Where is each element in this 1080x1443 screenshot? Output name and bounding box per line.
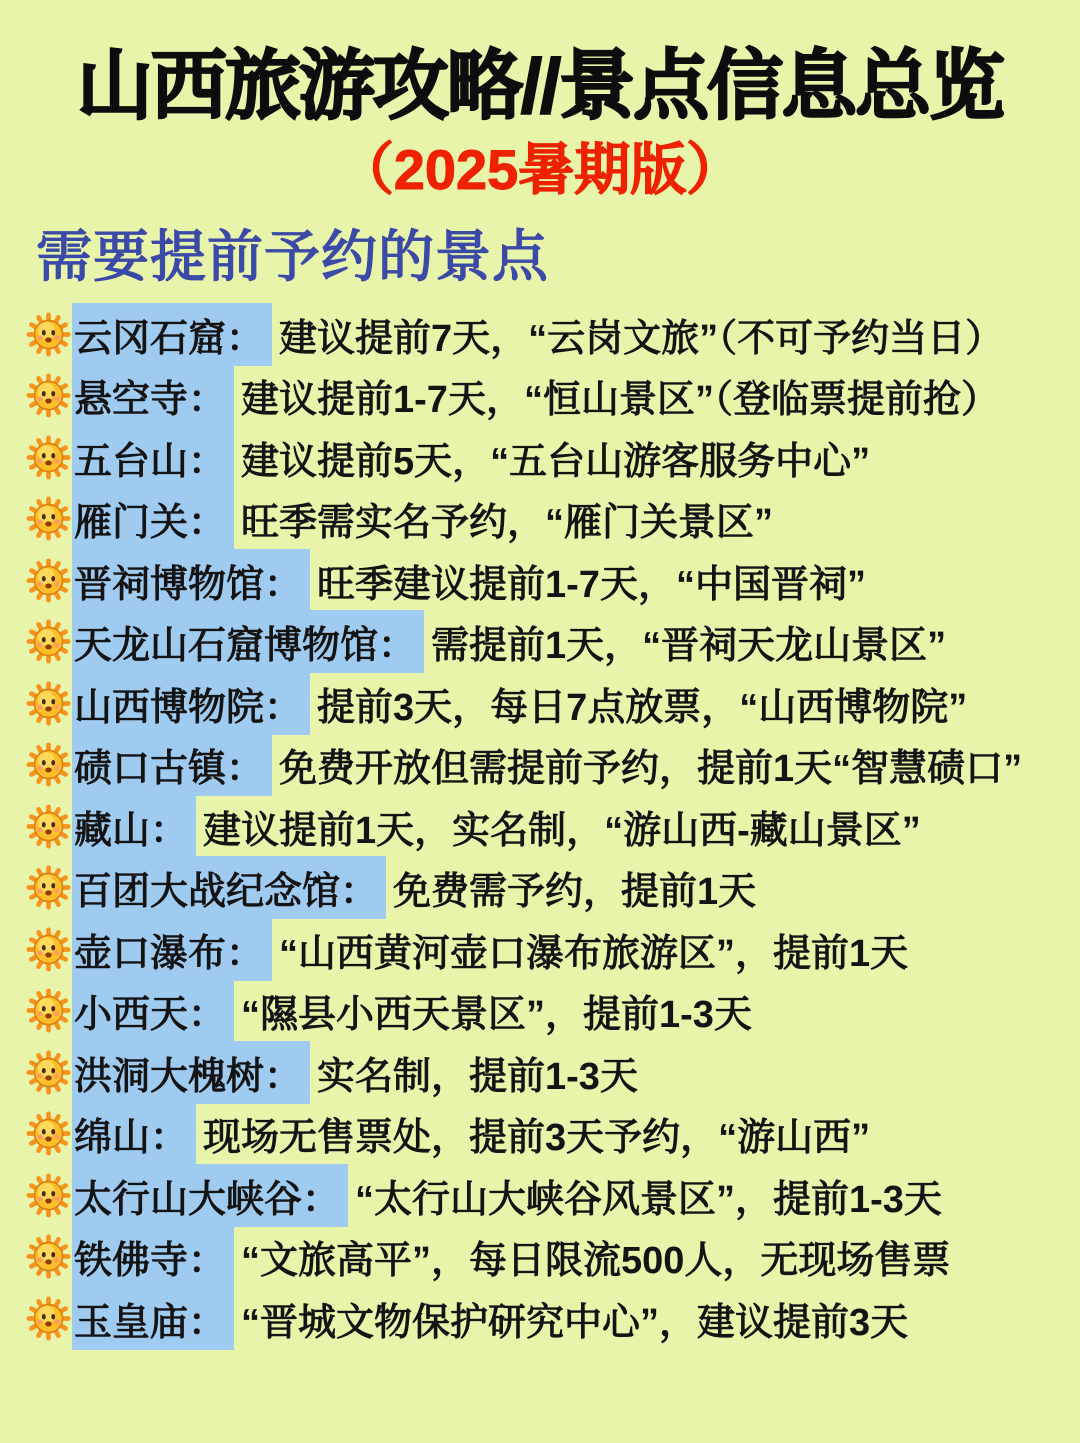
sun-icon	[26, 558, 71, 603]
attraction-detail: 提前3天，每日7点放票，“山西博物院”	[317, 686, 968, 729]
attraction-detail: “隰县小西天景区”，提前1-3天	[241, 994, 752, 1036]
attraction-item	[26, 795, 1080, 857]
attraction-item	[26, 549, 1080, 611]
sun-icon	[26, 1173, 71, 1218]
page-title: 山西旅游攻略//景点信息总览	[76, 44, 1004, 129]
attraction-name: 山西博物院：	[72, 672, 310, 735]
sun-icon	[26, 804, 71, 849]
attraction-detail: “文旅高平”，每日限流500人，无现场售票	[241, 1240, 951, 1282]
attraction-item	[26, 1164, 1080, 1226]
attraction-item	[26, 611, 1080, 673]
attraction-name: 玉皇庙：	[72, 1287, 234, 1350]
attraction-item	[26, 918, 1080, 980]
sun-icon	[26, 681, 71, 726]
attraction-detail: 建议提前5天，“五台山游客服务中心”	[241, 440, 871, 483]
attraction-item	[26, 734, 1080, 796]
sun-icon	[26, 927, 71, 972]
sun-icon	[26, 1296, 71, 1341]
attraction-detail: 免费需予约，提前1天	[393, 871, 757, 913]
attraction-detail: 需提前1天，“晋祠天龙山景区”	[431, 625, 947, 667]
attraction-item	[26, 1287, 1080, 1349]
attraction-item	[26, 1041, 1080, 1103]
attraction-name: 天龙山石窟博物馆：	[72, 610, 424, 673]
attraction-detail: 现场无售票处，提前3天予约，“游山西”	[203, 1117, 871, 1159]
attraction-item	[26, 426, 1080, 488]
attraction-name: 晋祠博物馆：	[72, 549, 310, 612]
sun-icon	[26, 1050, 71, 1095]
attraction-detail: “太行山大峡谷风景区”，提前1-3天	[355, 1178, 942, 1221]
attraction-detail: 旺季建议提前1-7天，“中国晋祠”	[317, 563, 866, 606]
attraction-name: 洪洞大槐树：	[72, 1041, 310, 1104]
page-subtitle: （2025暑期版）	[337, 138, 743, 202]
attraction-detail: 实名制，提前1-3天	[317, 1055, 638, 1098]
attraction-detail: “山西黄河壶口瀑布旅游区”，提前1天	[279, 932, 909, 975]
attraction-detail: 旺季需实名予约，“雁门关景区”	[241, 502, 774, 544]
attraction-detail: 建议提前7天，“云岗文旅”（不可予约当日）	[279, 317, 1004, 360]
attraction-name: 绵山：	[72, 1102, 196, 1165]
attraction-item	[26, 1103, 1080, 1165]
attraction-item	[26, 1226, 1080, 1288]
attraction-detail: “晋城文物保护研究中心”，建议提前3天	[241, 1301, 909, 1344]
attraction-item	[26, 488, 1080, 550]
attraction-name: 铁佛寺：	[72, 1225, 234, 1288]
attraction-name: 百团大战纪念馆：	[72, 856, 386, 919]
attraction-name: 碛口古镇：	[72, 733, 272, 796]
attraction-item	[26, 365, 1080, 427]
attraction-detail: 建议提前1天，实名制，“游山西-藏山景区”	[203, 809, 921, 852]
sun-icon	[26, 1111, 71, 1156]
sun-icon	[26, 742, 71, 787]
attraction-name: 小西天：	[72, 979, 234, 1042]
attraction-list	[26, 303, 1080, 1349]
attraction-item	[26, 303, 1080, 365]
sun-icon	[26, 1234, 71, 1279]
sun-icon	[26, 312, 71, 357]
attraction-item	[26, 857, 1080, 919]
attraction-detail: 建议提前1-7天，“恒山景区”（登临票提前抢）	[241, 379, 999, 421]
attraction-name: 五台山：	[72, 426, 234, 489]
attraction-name: 悬空寺：	[72, 364, 234, 427]
attraction-item	[26, 980, 1080, 1042]
attraction-name: 壶口瀑布：	[72, 918, 272, 981]
attraction-detail: 免费开放但需提前予约，提前1天“智慧碛口”	[279, 748, 1023, 790]
sun-icon	[26, 988, 71, 1033]
attraction-item	[26, 672, 1080, 734]
sun-icon	[26, 865, 71, 910]
sun-icon	[26, 496, 71, 541]
attraction-name: 藏山：	[72, 795, 196, 858]
attraction-name: 太行山大峡谷：	[72, 1164, 348, 1227]
section-title: 需要提前予约的景点	[36, 224, 549, 288]
sun-icon	[26, 435, 71, 480]
attraction-name: 云冈石窟：	[72, 303, 272, 366]
sun-icon	[26, 619, 71, 664]
attraction-name: 雁门关：	[72, 487, 234, 550]
sun-icon	[26, 373, 71, 418]
